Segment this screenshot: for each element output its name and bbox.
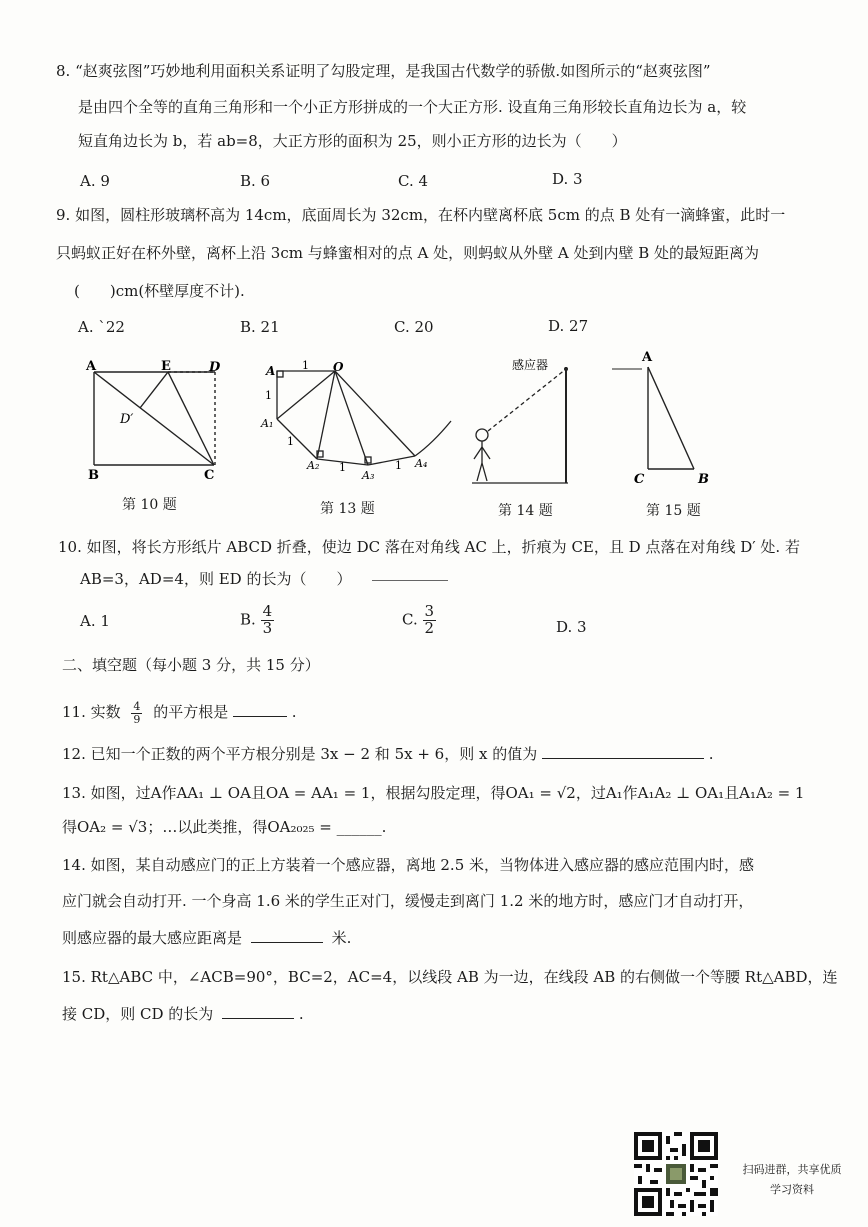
- fig13-label-a4: A₄: [415, 457, 428, 470]
- qr-caption-line1: 扫码进群，共享优质: [742, 1163, 842, 1176]
- q10-option-b-fraction: [261, 604, 275, 637]
- fig10-label-e: E: [161, 359, 171, 374]
- figure-14: [468, 355, 578, 485]
- q12-answer-blank[interactable]: [542, 742, 704, 759]
- fig15-label-b: B: [698, 472, 709, 487]
- fig13-len-2: 1: [265, 389, 272, 402]
- q11-fraction: [131, 701, 142, 725]
- fig15-caption: 第 15 题: [646, 503, 701, 519]
- q15-line1: 15. Rt△ABC 中，∠ACB=90°，BC=2，AC=4，以线段 AB 为一边，在线段 AB 的右侧做一个等腰 Rt△ABD，连: [62, 968, 838, 986]
- fig13-len-3: 1: [287, 435, 294, 448]
- q10-option-b-denominator: 3: [262, 618, 273, 637]
- fig10-label-b: B: [88, 468, 99, 483]
- qr-code-icon[interactable]: [634, 1132, 718, 1216]
- q10-option-c-fraction: [423, 604, 437, 637]
- q11-suffix: 的平方根是: [153, 703, 229, 721]
- q9-line2: 只蚂蚁正好在杯外壁，离杯上沿 3cm 与蜂蜜相对的点 A 处，则蚂蚁从外壁 A 处到内壁 B 处的最短距离为: [56, 244, 760, 262]
- fig14-caption: 第 14 题: [498, 503, 553, 519]
- q14-line3-prefix: 则感应器的最大感应距离是: [62, 929, 243, 947]
- q8-option-d: D. 3: [552, 170, 583, 188]
- q15-end: .: [298, 1005, 304, 1023]
- fig13-len-4: 1: [339, 461, 346, 474]
- fig15-label-a: A: [642, 350, 653, 365]
- q14-line2: 应门就会自动打开. 一个身高 1.6 米的学生正对门，缓慢走到离门 1.2 米的地方时，感应门才自动打开，: [62, 892, 754, 910]
- q10-option-c-numerator: 3: [424, 602, 435, 620]
- fig15-label-c: C: [634, 472, 645, 487]
- q11-numerator: 4: [133, 699, 141, 713]
- figure-10: [80, 355, 240, 485]
- q9-option-c: C. 20: [394, 318, 434, 336]
- fig10-label-a: A: [86, 359, 97, 374]
- fig14-sensor-label: 感应器: [512, 358, 549, 372]
- q10-option-c: [402, 604, 436, 637]
- q13-line1: 13. 如图，过A作AA₁ ⊥ OA且OA = AA₁ = 1，根据勾股定理，得OA₁ = √2，过A₁作A₁A₂ ⊥ OA₁且A₁A₂ = 1: [62, 784, 805, 802]
- qr-caption: [732, 1160, 852, 1200]
- q10-option-b-numerator: 4: [262, 602, 273, 620]
- q9-line3: ( )cm(杯壁厚度不计).: [74, 282, 245, 300]
- q9-line1: 9. 如图，圆柱形玻璃杯高为 14cm，底面周长为 32cm，在杯内壁离杯底 5cm 的点 B 处有一滴蜂蜜，此时一: [56, 206, 786, 224]
- qr-caption-line2: 学习资料: [770, 1183, 814, 1196]
- q8-line2: 是由四个全等的直角三角形和一个小正方形拼成的一个大正方形. 设直角三角形较长直角边长为 a，较: [78, 98, 747, 116]
- q11-denominator: 9: [133, 712, 141, 726]
- fig13-len-5: 1: [395, 459, 402, 472]
- q10-line1: 10. 如图，将长方形纸片 ABCD 折叠，使边 DC 落在对角线 AC 上，折痕为 CE，且 D 点落在对角线 D′ 处. 若: [58, 538, 800, 556]
- q14-line3: [62, 926, 351, 949]
- q15-line2-prefix: 接 CD，则 CD 的长为: [62, 1005, 214, 1023]
- q10-option-a: A. 1: [80, 612, 110, 630]
- q10-option-c-label: C.: [402, 610, 418, 629]
- section-2-title: 二、填空题（每小题 3 分，共 15 分）: [62, 656, 320, 674]
- q8-line3: 短直角边长为 b，若 ab=8，大正方形的面积为 25，则小正方形的边长为（ ）: [78, 132, 627, 150]
- q11-end: .: [291, 703, 297, 721]
- q8-option-a: A. 9: [80, 172, 110, 190]
- q12: [62, 742, 714, 765]
- fig10-label-d: D: [209, 360, 221, 375]
- q13-line2[interactable]: 得OA₂ = √3；…以此类推，得OA₂₀₂₅ = ______.: [62, 818, 387, 836]
- q12-end: .: [708, 745, 714, 763]
- q11-answer-blank[interactable]: [233, 700, 287, 717]
- fig10-caption: 第 10 题: [122, 497, 177, 513]
- q10-line2: AB=3，AD=4，则 ED 的长为（ ）: [80, 570, 352, 588]
- q8-line1: 8. “赵爽弦图”巧妙地利用面积关系证明了勾股定理，是我国古代数学的骄傲.如图所示的“赵爽弦图”: [56, 62, 711, 80]
- q9-option-a: A. `22: [78, 318, 125, 336]
- q14-answer-blank[interactable]: [251, 926, 323, 943]
- fig13-label-a3: A₃: [362, 469, 375, 480]
- q10-option-b-label: B.: [240, 610, 256, 629]
- fig13-label-a2: A₂: [307, 459, 320, 472]
- figure-15: [608, 345, 718, 490]
- q12-text: 12. 已知一个正数的两个平方根分别是 3x − 2 和 5x + 6，则 x 的值为: [62, 745, 538, 763]
- q15-line2: [62, 1002, 304, 1025]
- q15-answer-blank[interactable]: [222, 1002, 294, 1019]
- q11-prefix: 11. 实数: [62, 703, 121, 721]
- q14-line3-suffix: 米.: [331, 929, 352, 947]
- q10-stray-line: [372, 580, 448, 581]
- fig13-caption: 第 13 题: [320, 501, 375, 517]
- q9-option-d: D. 27: [548, 317, 589, 335]
- q10-option-d: D. 3: [556, 618, 587, 636]
- fig10-label-c: C: [204, 468, 215, 483]
- q8-option-c: C. 4: [398, 172, 429, 190]
- q11: [62, 696, 297, 728]
- q14-line1: 14. 如图，某自动感应门的正上方装着一个感应器，离地 2.5 米，当物体进入感应器的感应范围内时，感: [62, 856, 755, 874]
- q9-option-b: B. 21: [240, 318, 280, 336]
- q10-option-b: [240, 604, 274, 637]
- fig13-label-a1: A₁: [261, 417, 274, 430]
- fig10-label-dprime: D′: [120, 412, 134, 427]
- figure-13: [255, 355, 455, 480]
- q10-option-c-denominator: 2: [424, 618, 435, 637]
- q8-option-b: B. 6: [240, 172, 271, 190]
- fig13-label-o: O: [333, 360, 344, 374]
- fig13-len-1: 1: [302, 359, 309, 372]
- fig13-label-a: A: [266, 364, 276, 378]
